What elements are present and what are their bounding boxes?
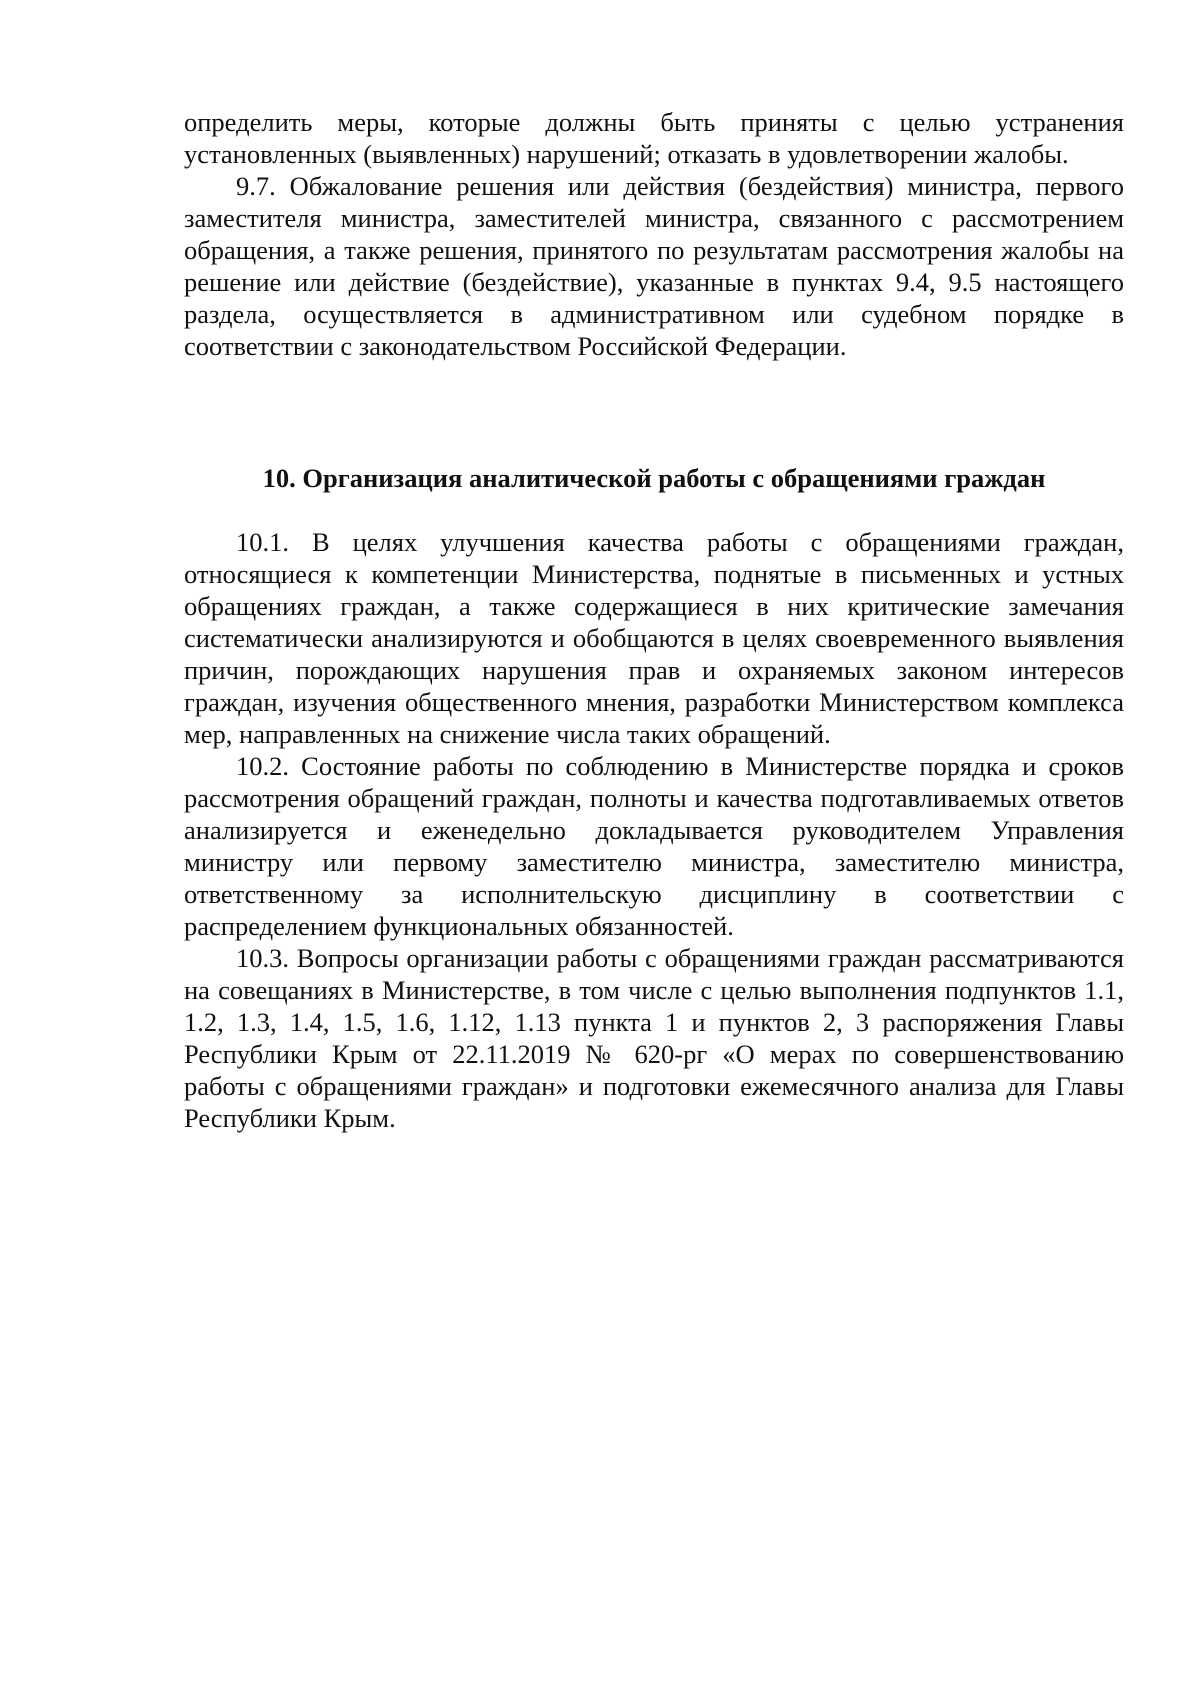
paragraph-9-7: 9.7. Обжалование решения или действия (бездействия) министра, первого заместителя министра, заместителей министра, связанного с рассмотрением обращения, а также решения, принятого по результатам рассмотрения жалобы на решение или действие (бездействие), указанные в пунктах 9.4, 9.5 настоящего раздела, осуществляется в административном или судебном порядке в соответствии с законодательством Российской Федерации. [184, 171, 1124, 361]
text-block-top [184, 106, 1124, 362]
paragraph-10-3: 10.3. Вопросы организации работы с обращениями граждан рассматриваются на совещаниях в Министерстве, в том числе с целью выполнения подпунктов 1.1, 1.2, 1.3, 1.4, 1.5, 1.6, 1.12, 1.13 пункта 1 и пунктов 2, 3 распоряжения Главы Республики Крым от 22.11.2019 № 620-рг «О мерах по совершенствованию работы с обращениями граждан» и подготовки ежемесячного анализа для Главы Республики Крым. [184, 943, 1124, 1133]
paragraph-continuation: определить меры, которые должны быть приняты с целью устранения установленных (выявленных) нарушений; отказать в удовлетворении жалобы. [184, 107, 1124, 169]
paragraph-10-2: 10.2. Состояние работы по соблюдению в Министерстве порядка и сроков рассмотрения обращений граждан, полноты и качества подготавливаемых ответов анализируется и еженедельно докладывается руководителем Управления министру или первому заместителю министра, заместителю министра, ответственному за исполнительскую дисциплину в соответствии с распределением функциональных обязанностей. [184, 751, 1124, 941]
paragraph-10-1: 10.1. В целях улучшения качества работы с обращениями граждан, относящиеся к компетенции Министерства, поднятые в письменных и устных обращениях граждан, а также содержащиеся в них критические замечания систематически анализируются и обобщаются в целях своевременного выявления причин, порождающих нарушения прав и охраняемых законом интересов граждан, изучения общественного мнения, разработки Министерством комплекса мер, направленных на снижение числа таких обращений. [184, 527, 1124, 749]
text-block-bottom [184, 526, 1124, 1134]
section-heading: 10. Организация аналитической работы с обращениями граждан [262, 463, 1046, 493]
